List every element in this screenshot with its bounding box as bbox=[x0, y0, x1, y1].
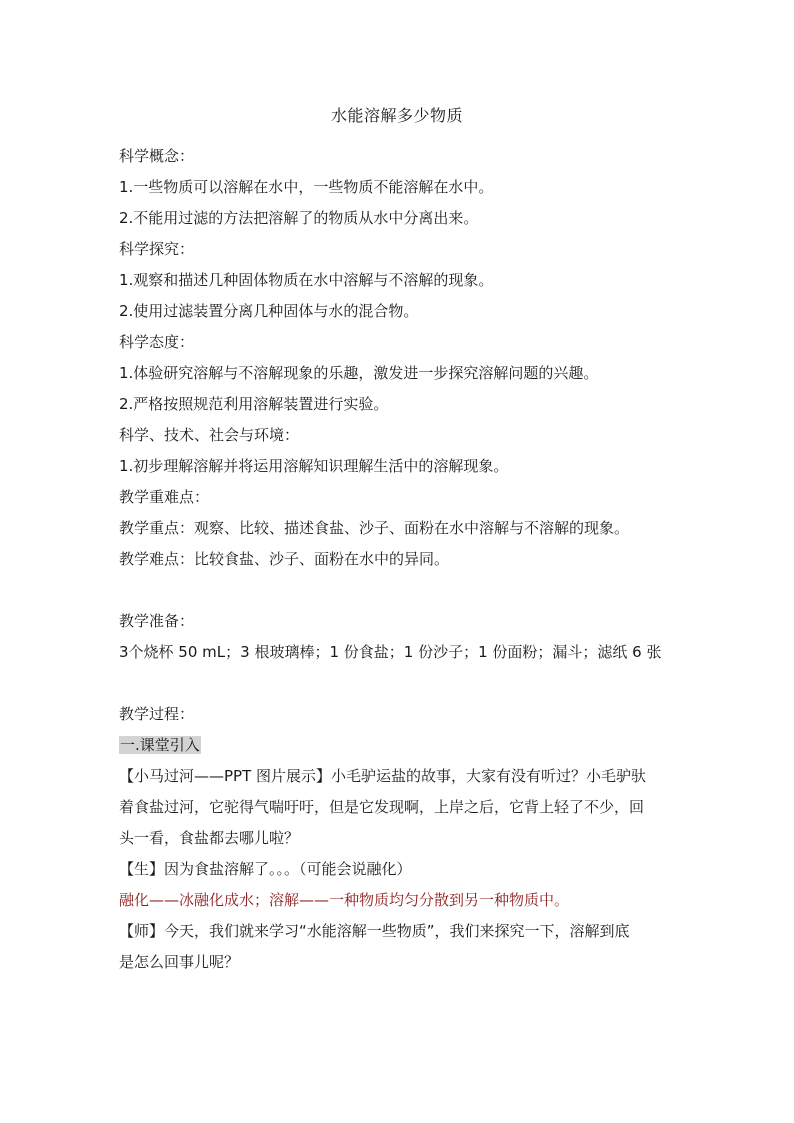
stse-item-1: 1.初步理解溶解并将运用溶解知识理解生活中的溶解现象。 bbox=[119, 457, 509, 475]
heading-stse: 科学、技术、社会与环境： bbox=[119, 426, 300, 444]
heading-science-attitude: 科学态度： bbox=[119, 333, 195, 351]
heading-process: 教学过程： bbox=[119, 705, 195, 723]
attitude-item-2: 2.严格按照规范利用溶解装置进行实验。 bbox=[119, 395, 389, 413]
story-line-2: 着食盐过河，它驼得气喘吁吁，但是它发现啊，上岸之后，它背上轻了不少，回 bbox=[119, 798, 645, 816]
inquiry-item-1: 1.观察和描述几种固体物质在水中溶解与不溶解的现象。 bbox=[119, 271, 494, 289]
preparation-materials: 3个烧杯 50 mL；3 根玻璃棒；1 份食盐；1 份沙子；1 份面粉；漏斗；滤纸 6 张 bbox=[119, 643, 662, 661]
concept-item-1: 1.一些物质可以溶解在水中，一些物质不能溶解在水中。 bbox=[119, 178, 494, 196]
heading-preparation: 教学准备： bbox=[119, 612, 195, 630]
concept-item-2: 2.不能用过滤的方法把溶解了的物质从水中分离出来。 bbox=[119, 209, 479, 227]
document-title: 水能溶解多少物质 bbox=[330, 106, 463, 125]
heading-key-points: 教学重难点： bbox=[119, 488, 210, 506]
attitude-item-1: 1.体验研究溶解与不溶解现象的乐趣，激发进一步探究溶解问题的兴趣。 bbox=[119, 364, 599, 382]
heading-science-concept: 科学概念： bbox=[119, 147, 195, 165]
difficult-point: 教学难点：比较食盐、沙子、面粉在水中的异同。 bbox=[119, 550, 450, 568]
section-intro bbox=[119, 735, 689, 755]
student-answer: 【生】因为食盐溶解了。。。（可能会说融化） bbox=[119, 860, 412, 878]
inquiry-item-2: 2.使用过滤装置分离几种固体与水的混合物。 bbox=[119, 302, 419, 320]
teacher-line-1: 【师】今天，我们就来学习“水能溶解一些物质”，我们来探究一下，溶解到底 bbox=[119, 922, 630, 940]
section-intro-label: 一.课堂引入 bbox=[120, 736, 200, 754]
definition-line: 融化——冰融化成水；溶解——一种物质均匀分散到另一种物质中。 bbox=[119, 891, 570, 909]
heading-science-inquiry: 科学探究： bbox=[119, 240, 195, 258]
key-point: 教学重点：观察、比较、描述食盐、沙子、面粉在水中溶解与不溶解的现象。 bbox=[119, 519, 630, 537]
story-line-1: 【小马过河——PPT 图片展示】小毛驴运盐的故事，大家有没有听过？小毛驴驮 bbox=[119, 767, 647, 785]
teacher-line-2: 是怎么回事儿呢？ bbox=[119, 953, 240, 971]
story-line-3: 头一看，食盐都去哪儿啦？ bbox=[119, 829, 300, 847]
